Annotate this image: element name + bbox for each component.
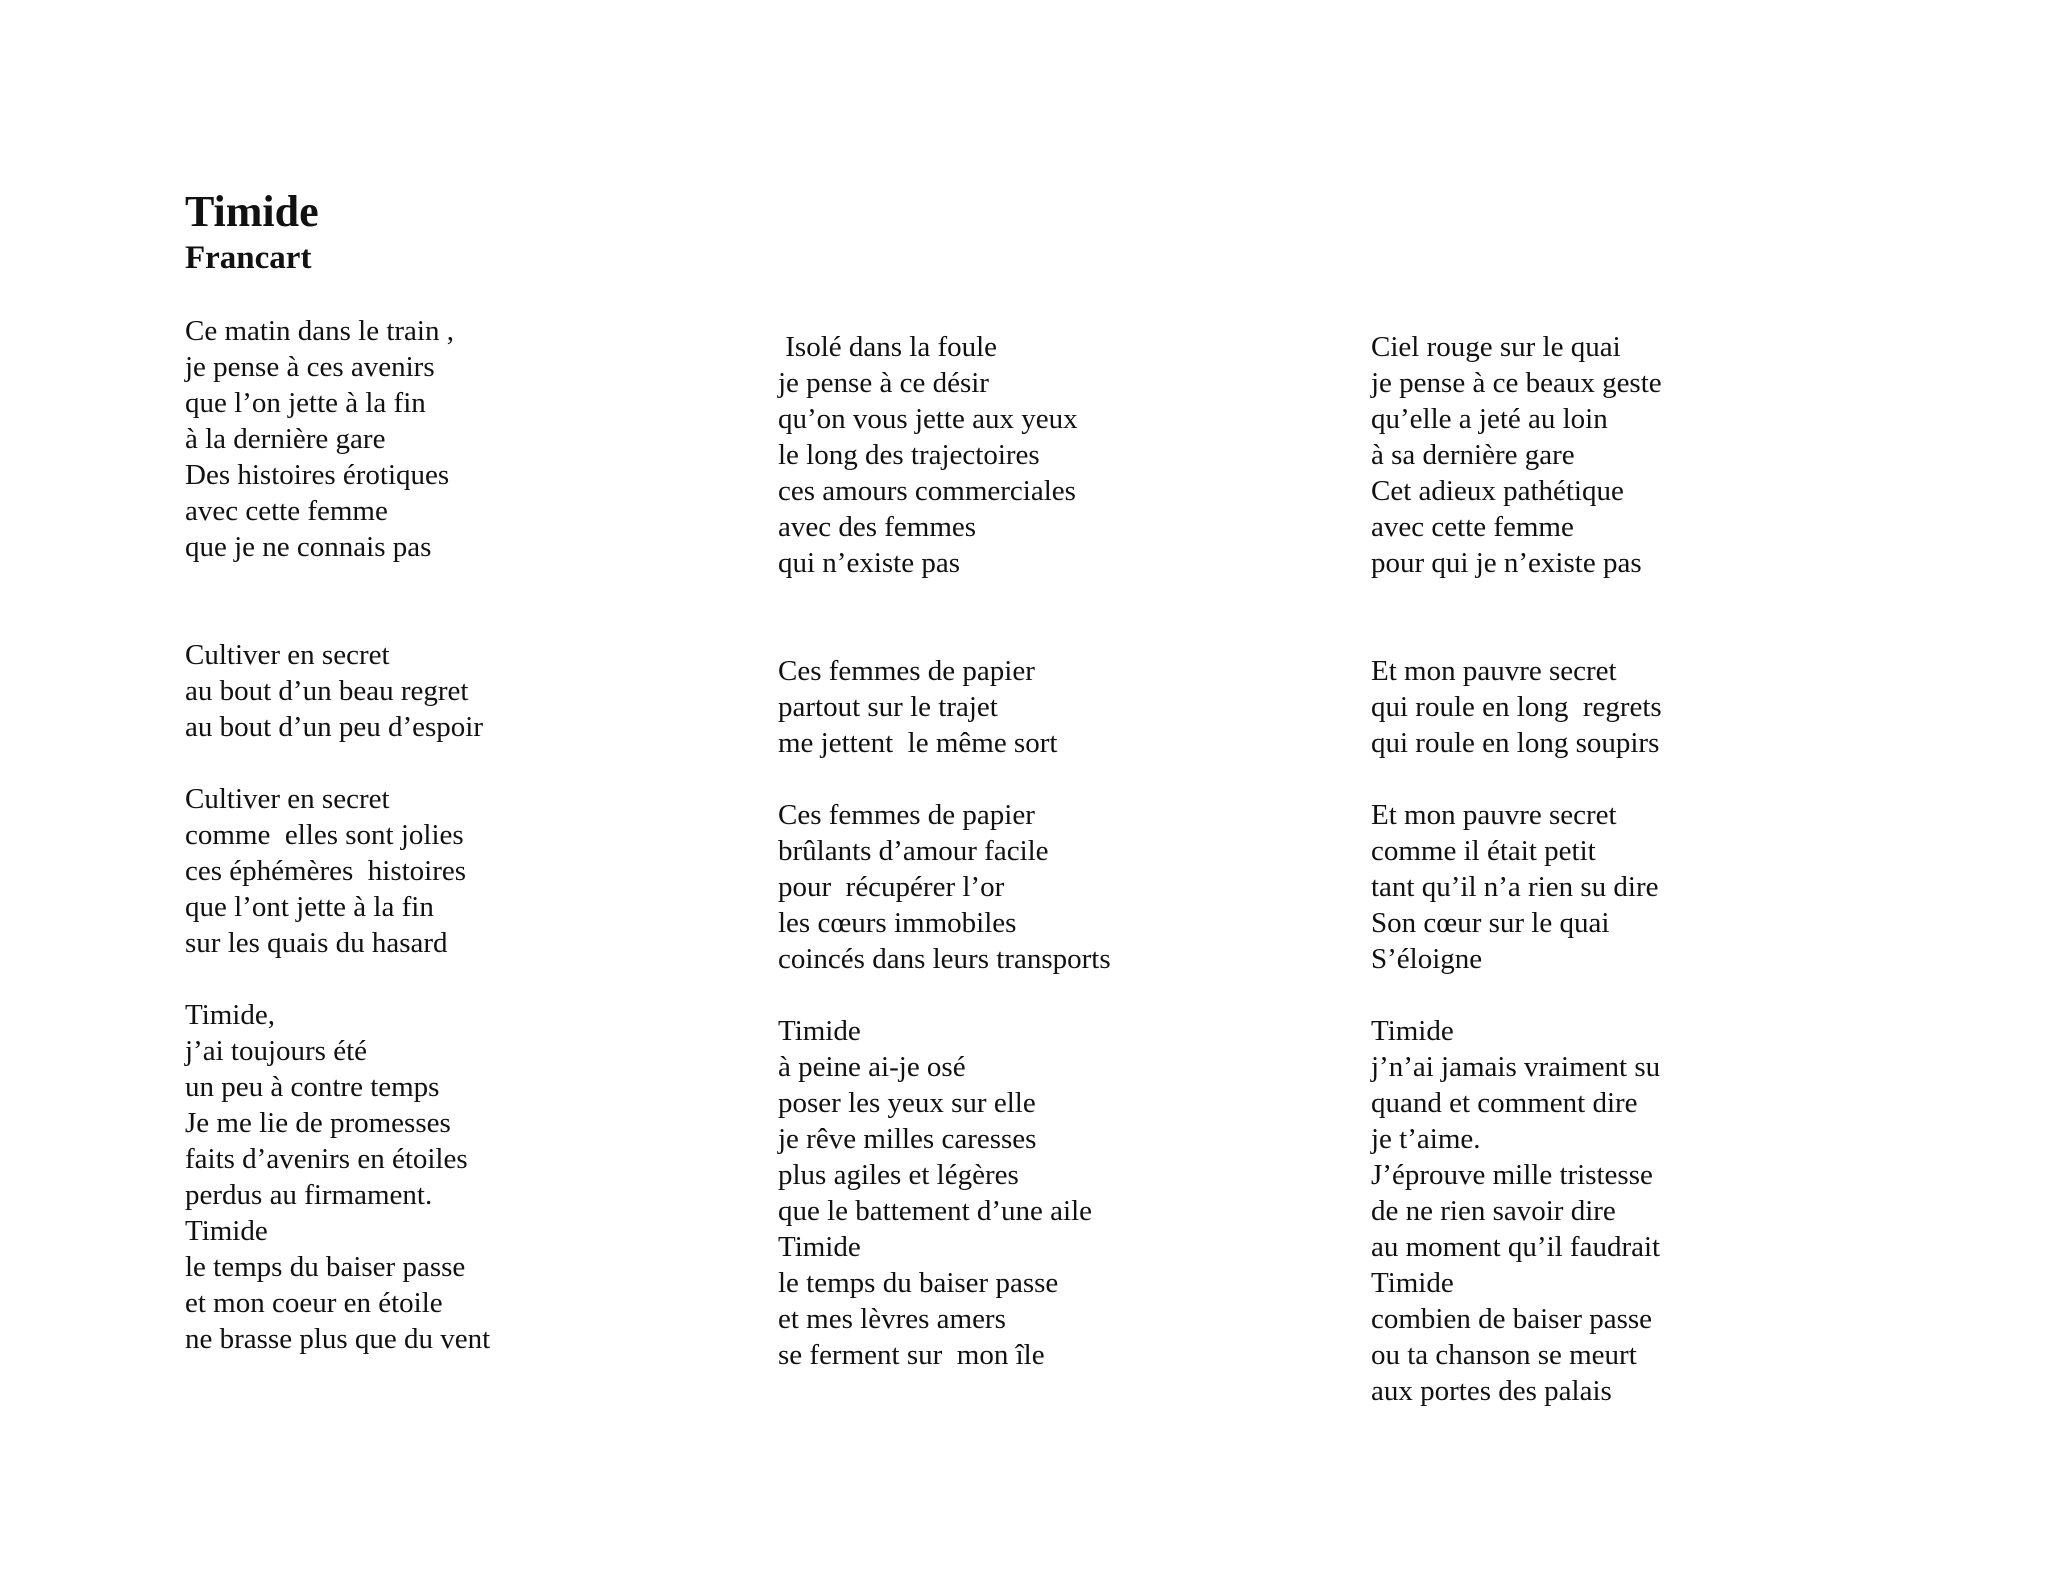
poem-line: ces éphémères histoires [185,855,467,887]
poem-line: Ces femmes de papier [778,655,1035,687]
poem-line: que l’on jette à la fin [185,387,426,419]
poem-stanza [185,313,490,565]
poem-line: me jettent le même sort [778,727,1058,759]
poem-line: j’n’ai jamais vraiment su [1371,1051,1661,1083]
poem-line: faits d’avenirs en étoiles [185,1143,468,1175]
poem-line: à peine ai-je osé [778,1051,966,1083]
poem-line: à la dernière gare [185,423,386,455]
poem-stanza [1371,797,1662,977]
poem-line: pour récupérer l’or [778,871,1005,903]
poem-line: je rêve milles caresses [778,1123,1037,1155]
poem-column-3 [1371,329,1662,1409]
poem-stanza [185,997,490,1357]
poem-line: plus agiles et légères [778,1159,1019,1191]
poem-line: avec cette femme [185,495,388,527]
poem-line: Cultiver en secret [185,639,390,671]
poem-stanza [778,797,1111,977]
poem-line: qui roule en long regrets [1371,691,1662,723]
poem-line: je pense à ce beaux geste [1371,367,1662,399]
poem-line: que le battement d’une aile [778,1195,1093,1227]
poem-line: J’éprouve mille tristesse [1371,1159,1653,1191]
poem-line: comme elles sont jolies [185,819,464,851]
poem-line: Je me lie de promesses [185,1107,451,1139]
poem-line: au moment qu’il faudrait [1371,1231,1661,1263]
poem-line: je pense à ces avenirs [185,351,435,383]
stanza-gap [1371,761,1662,797]
poem-stanza [1371,329,1662,581]
poem-line: partout sur le trajet [778,691,998,723]
poem-line: ne brasse plus que du vent [185,1323,491,1355]
poem-line: de ne rien savoir dire [1371,1195,1616,1227]
poem-line: le temps du baiser passe [185,1251,466,1283]
poem-line: Isolé dans la foule [778,331,998,363]
poem-line: se ferment sur mon île [778,1339,1045,1371]
poem-line: aux portes des palais [1371,1375,1612,1407]
poem-line: tant qu’il n’a rien su dire [1371,871,1659,903]
poem-line: Timide [778,1015,861,1047]
poem-line: Timide [185,1215,268,1247]
poem-line: au bout d’un peu d’espoir [185,711,483,743]
poem-line: combien de baiser passe [1371,1303,1653,1335]
poem-line: pour qui je n’existe pas [1371,547,1642,579]
poem-line: Cet adieux pathétique [1371,475,1624,507]
poem-line: Des histoires érotiques [185,459,450,491]
poem-stanza [778,329,1111,581]
stanza-gap [1371,581,1662,653]
poem-line: un peu à contre temps [185,1071,440,1103]
poem-line: Son cœur sur le quai [1371,907,1610,939]
poem-line: perdus au firmament. [185,1179,433,1211]
poem-stanza [185,637,490,745]
poem-column-1 [185,313,490,1357]
poem-line: au bout d’un beau regret [185,675,469,707]
poem-line: brûlants d’amour facile [778,835,1049,867]
stanza-gap [778,761,1111,797]
poem-line: S’éloigne [1371,943,1483,975]
poem-line: sur les quais du hasard [185,927,448,959]
poem-line: qui roule en long soupirs [1371,727,1660,759]
poem-line: le temps du baiser passe [778,1267,1059,1299]
poem-stanza [1371,653,1662,761]
poem-line: Ces femmes de papier [778,799,1035,831]
poem-stanza [185,781,490,961]
poem-line: Et mon pauvre secret [1371,799,1617,831]
stanza-gap [185,961,490,997]
poem-line: je pense à ce désir [778,367,989,399]
stanza-gap [185,565,490,637]
stanza-gap [1371,977,1662,1013]
poem-line: que l’ont jette à la fin [185,891,434,923]
poem-line: et mes lèvres amers [778,1303,1006,1335]
poem-line: ou ta chanson se meurt [1371,1339,1637,1371]
stanza-gap [778,977,1111,1013]
poem-stanza [1371,1013,1662,1409]
poem-line: quand et comment dire [1371,1087,1638,1119]
poem-line: je t’aime. [1371,1123,1481,1155]
poem-line: ces amours commerciales [778,475,1076,507]
poem-line: Ciel rouge sur le quai [1371,331,1621,363]
poem-stanza [778,1013,1111,1373]
poem-line: qu’on vous jette aux yeux [778,403,1078,435]
poem-line: Timide [1371,1015,1454,1047]
poem-line: que je ne connais pas [185,531,432,563]
poem-line: Cultiver en secret [185,783,390,815]
poem-column-2 [778,329,1111,1373]
poem-line: à sa dernière gare [1371,439,1575,471]
poem-title: Timide [185,187,319,236]
poem-author: Francart [185,240,312,276]
poem-line: poser les yeux sur elle [778,1087,1036,1119]
poem-line: avec cette femme [1371,511,1574,543]
poem-line: qui n’existe pas [778,547,961,579]
poem-line: le long des trajectoires [778,439,1040,471]
stanza-gap [778,581,1111,653]
poem-stanza [778,653,1111,761]
poem-line: comme il était petit [1371,835,1596,867]
poem-line: et mon coeur en étoile [185,1287,443,1319]
poem-line: coincés dans leurs transports [778,943,1111,975]
poem-line: Timide [778,1231,861,1263]
poem-line: j’ai toujours été [185,1035,368,1067]
poem-line: qu’elle a jeté au loin [1371,403,1608,435]
stanza-gap [185,745,490,781]
poem-line: Et mon pauvre secret [1371,655,1617,687]
poem-line: les cœurs immobiles [778,907,1017,939]
poem-line: Ce matin dans le train , [185,315,454,347]
poem-line: Timide, [185,999,275,1031]
poem-line: avec des femmes [778,511,977,543]
poem-line: Timide [1371,1267,1454,1299]
